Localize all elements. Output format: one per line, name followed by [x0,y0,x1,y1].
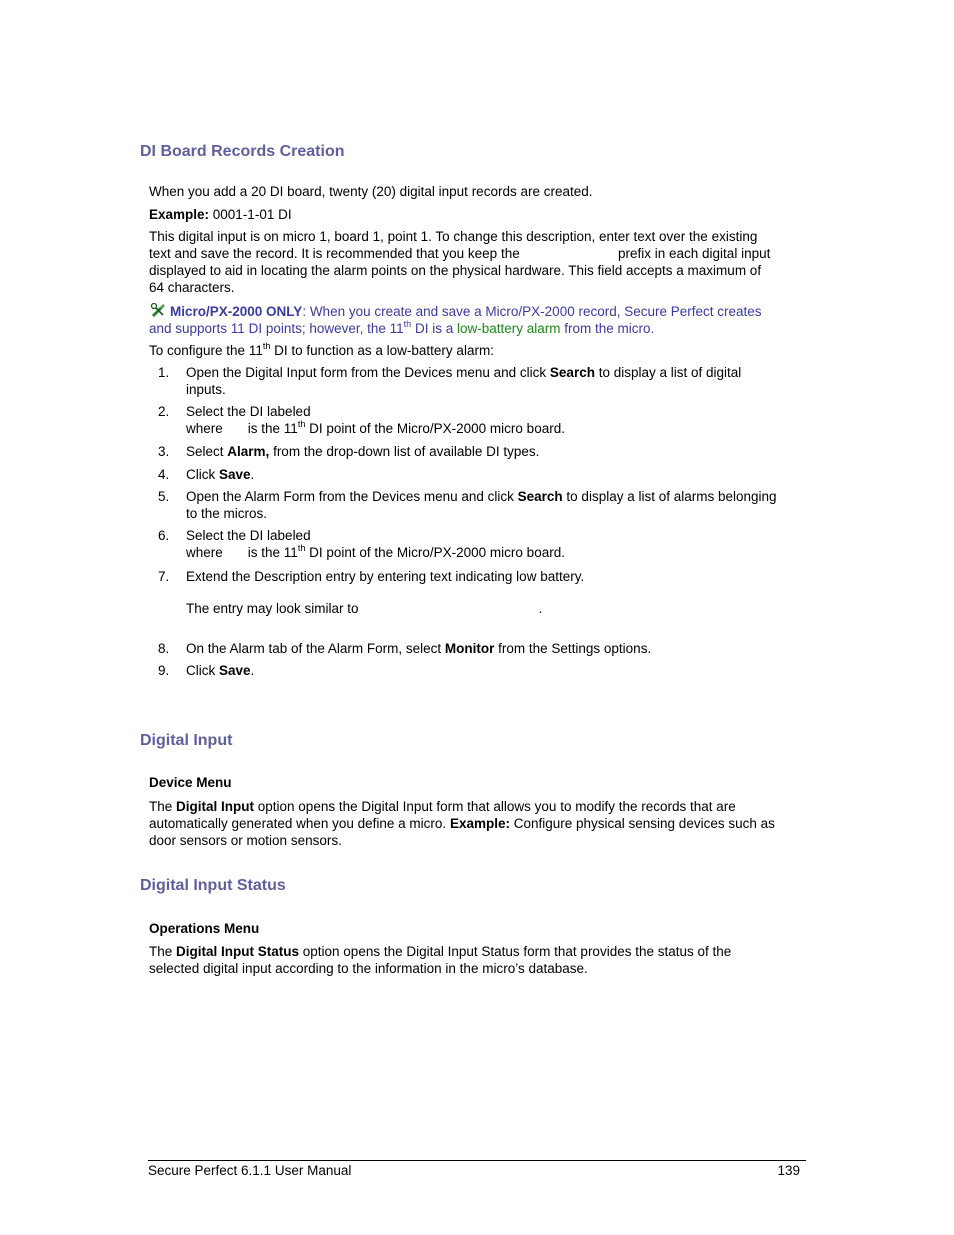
step-bold: Monitor [444,641,495,656]
line [149,943,809,960]
example-line [149,206,809,223]
configure-text: To configure the 11 [149,343,263,358]
step-number: 6. [158,528,170,543]
text-bold: Digital Input Status [176,944,300,959]
step-part: . [538,601,543,616]
line [149,815,809,832]
step-part: is the 11 [247,421,298,436]
step-part: Extend the Description entry by entering text indicating low battery. [186,569,585,584]
note-text: : When you create and save a Micro/PX-2000 record, Secure Perfect creates [302,304,762,319]
page-footer [148,1160,806,1178]
example-value: 0001-1-01 DI [209,207,292,222]
note-highlight: low-battery alarm [456,321,561,336]
text-part: Configure physical sensing devices such as [509,816,775,831]
paragraph-digital-input [149,798,809,849]
line: This digital input is on micro 1, board 1, point 1. To change this description, enter text over the existing [149,229,758,244]
note-sup: th [403,318,412,329]
note-text: from the micro. [560,321,655,336]
note-line [149,320,809,337]
heading-digital-input-status: Digital Input Status [140,877,286,894]
step-part: DI point of the Micro/PX-2000 micro board. [305,421,565,436]
text-bold: Example: [449,816,510,831]
step-bold: Save [219,663,251,678]
text-part: The [149,944,177,959]
step-sup: th [297,542,306,553]
step-text [186,466,806,483]
step-text [186,640,806,657]
line [149,245,809,262]
step-part: On the Alarm tab of the Alarm Form, select [186,641,445,656]
step-part: is the 11 [247,545,298,560]
step-part: Select the DI labeled [186,404,311,419]
step-part: DI point of the Micro/PX-2000 micro board. [305,545,565,560]
step-part: Select the DI labeled [186,528,311,543]
line: door sensors or motion sensors. [149,833,342,848]
step-part: Select [186,444,228,459]
text-part: option opens the Digital Input form that allows you to modify the records that are [254,799,736,814]
step-part: Open the Alarm Form from the Devices menu and click [186,489,518,504]
text-part: The [149,799,177,814]
note-text: and supports 11 DI points; however, the 11 [149,321,404,336]
configure-intro [149,342,809,359]
step-bold: Search [517,489,563,504]
step-part: . [250,467,255,482]
tool-icon [149,302,167,318]
subheading-device-menu: Device Menu [149,775,232,790]
step-part: Open the Digital Input form from the Devices menu and click [186,365,550,380]
configure-sup: th [262,340,271,351]
step-part: . [250,663,255,678]
note-bold: Micro/PX-2000 ONLY [170,304,303,319]
step-text [186,443,806,460]
note-micro-px2000 [149,302,809,337]
step-part: to display a list of alarms belonging [562,489,777,504]
step-number: 3. [158,444,170,459]
step-part: from the Settings options. [494,641,652,656]
line-part: text and save the record. It is recommended that you keep the [149,246,520,261]
heading-di-board-records-creation: DI Board Records Creation [140,143,345,160]
step-part: inputs. [186,382,226,397]
page-number: 139 [777,1163,800,1178]
step-number: 2. [158,404,170,419]
text-part: automatically generated when you define a micro. [149,816,450,831]
line: selected digital input according to the information in the micro’s database. [149,961,588,976]
step-part: from the drop-down list of available DI types. [269,444,540,459]
step-sup: th [297,418,306,429]
step-bold: Alarm, [227,444,270,459]
line: 64 characters. [149,280,235,295]
step-part: Click [186,663,219,678]
step-text [186,662,806,679]
heading-digital-input: Digital Input [140,732,233,749]
step-number: 7. [158,569,170,584]
step-bold: Search [549,365,595,380]
step-text [186,568,806,617]
step-text [186,527,806,561]
text-part: option opens the Digital Input Status form that provides the status of the [299,944,732,959]
text-bold: Digital Input [176,799,255,814]
step-number: 9. [158,663,170,678]
step-number: 8. [158,641,170,656]
step-number: 4. [158,467,170,482]
line: displayed to aid in locating the alarm points on the physical hardware. This field accepts a maximum of [149,263,762,278]
example-label: Example: [149,207,210,222]
configure-text: DI to function as a low-battery alarm: [270,343,494,358]
step-part: The entry may look similar to [186,601,359,616]
note-line [149,302,809,320]
step-number: 1. [158,365,170,380]
subheading-operations-menu: Operations Menu [149,921,260,936]
note-text: DI is a [411,321,457,336]
paragraph-digital-input-status [149,943,809,977]
step-bold: Save [219,467,251,482]
step-part: to display a list of digital [594,365,742,380]
step-part: where [186,545,223,560]
paragraph-intro: When you add a 20 DI board, twenty (20) digital input records are created. [149,184,593,199]
step-part: Click [186,467,219,482]
step-text [186,488,806,522]
step-part: where [186,421,223,436]
step-part: to the micros. [186,506,268,521]
footer-title: Secure Perfect 6.1.1 User Manual [148,1163,352,1178]
line-part: prefix in each digital input [618,246,771,261]
line [149,798,809,815]
step-number: 5. [158,489,170,504]
step-text [186,364,806,398]
step-text [186,403,806,437]
paragraph-description [149,228,809,296]
